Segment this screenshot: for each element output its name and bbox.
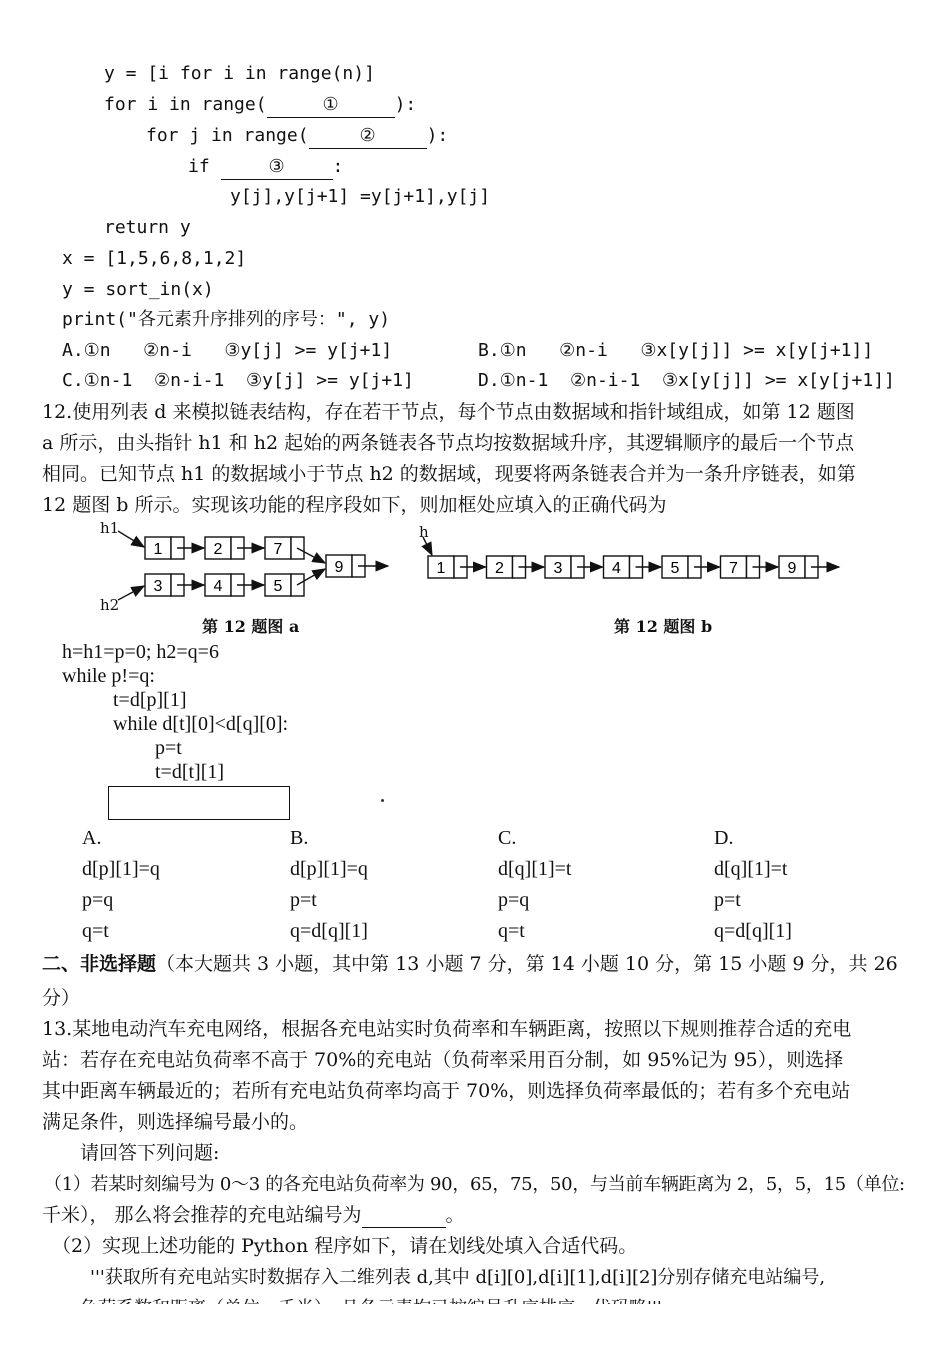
answer-blank-2[interactable]: ② xyxy=(309,124,427,149)
q12-option-b[interactable]: B. d[p][1]=q p=t q=d[q][1] xyxy=(290,827,368,942)
head-pointer-h1-label: h1 xyxy=(100,519,120,537)
q13-sub-1: （1）若某时刻编号为 0～3 的各充电站负荷率为 90，65，75，50，与当前车辆距离为 2，5，5，15（单位: xyxy=(44,1174,905,1195)
q11-option-d[interactable]: D.①n-1 ②n-i-1 ③x[y[j]] >= x[y[j+1]] xyxy=(478,370,895,391)
q12-code-line-2: while p!=q: xyxy=(62,665,155,687)
svg-text:1: 1 xyxy=(436,560,446,577)
svg-text:5: 5 xyxy=(273,578,283,595)
svg-text:5: 5 xyxy=(670,560,680,577)
svg-text:1: 1 xyxy=(153,541,163,558)
head-pointer-arrow xyxy=(118,531,144,547)
q12-option-c[interactable]: C. d[q][1]=t p=q q=t xyxy=(498,827,572,942)
figure-12b-caption: 第 12 题图 b xyxy=(614,617,713,636)
svg-text:2: 2 xyxy=(495,560,504,577)
svg-text:7: 7 xyxy=(273,541,283,558)
answer-blank-3[interactable]: ③ xyxy=(221,155,333,180)
q12-code-line-5: p=t xyxy=(155,737,182,759)
speck xyxy=(381,799,384,802)
q13-line-3: 其中距离车辆最近的；若所有充电站负荷率均高于 70%，则选择负荷率最低的；若有多个充电站 xyxy=(42,1080,851,1102)
code-line-8: y = sort_in(x) xyxy=(62,279,214,300)
q12-line-4: 12 题图 b 所示。实现该功能的程序段如下，则加框处应填入的正确代码为 xyxy=(42,494,667,516)
code-line-9: print("各元素升序排列的序号：", y) xyxy=(62,309,391,330)
q11-option-b[interactable]: B.①n ②n-i ③x[y[j]] >= x[y[j+1]] xyxy=(478,340,874,361)
svg-text:9: 9 xyxy=(787,560,797,577)
figure-12b xyxy=(423,537,839,578)
code-line-1: y = [i for i in range(n)] xyxy=(104,63,375,84)
q12-line-2: a 所示，由头指针 h1 和 h2 起始的两条链表各节点均按数据域升序，其逻辑顺序的最后一个节点 xyxy=(42,432,855,454)
code-line-2: for i in range( ① ): xyxy=(104,90,416,120)
svg-text:4: 4 xyxy=(612,560,621,577)
q12-code-line-6: t=d[t][1] xyxy=(155,761,225,783)
q12-code-line-4: while d[t][0]<d[q][0]: xyxy=(113,713,289,735)
figure-12a xyxy=(118,531,388,600)
answer-blank-1[interactable]: ① xyxy=(267,93,395,118)
code-line-3: for j in range( ② ): xyxy=(146,121,448,151)
svg-text:3: 3 xyxy=(153,578,163,595)
page-bottom-margin xyxy=(0,1304,950,1345)
q13-line-1: 13.某地电动汽车充电网络，根据各充电站实时负荷率和车辆距离，按照以下规则推荐合适的充电 xyxy=(42,1018,852,1040)
svg-text:2: 2 xyxy=(213,541,223,558)
section-2-heading-cont: 分） xyxy=(42,987,81,1009)
head-pointer-h2-label: h2 xyxy=(100,596,120,614)
q13-comment-line-1: '''获取所有充电站实时数据存入二维列表 d,其中 d[i][0],d[i][1],d[i][2]分别存储充电站编号, xyxy=(90,1267,826,1288)
head-pointer-arrow xyxy=(118,586,144,600)
svg-text:4: 4 xyxy=(213,578,223,595)
svg-text:7: 7 xyxy=(729,560,738,577)
section-2-heading: 二、非选择题（本大题共 3 小题，其中第 13 小题 7 分，第 14 小题 10 分，第 15 小题 9 分，共 26 xyxy=(42,953,898,975)
q12-code-line-1: h=h1=p=0; h2=q=6 xyxy=(62,641,219,663)
q12-option-a[interactable]: A. d[p][1]=q p=q q=t xyxy=(82,827,160,942)
code-line-6: return y xyxy=(104,217,191,238)
code-line-5: y[j],y[j+1] =y[j+1],y[j] xyxy=(230,186,491,207)
q12-code-line-3: t=d[p][1] xyxy=(113,689,187,711)
q13-sub-1-cont: 千米）， 那么将会推荐的充电站编号为 。 xyxy=(42,1204,465,1226)
answer-blank-q13-1[interactable] xyxy=(362,1203,446,1228)
figure-12a-caption: 第 12 题图 a xyxy=(202,617,300,636)
code-line-7: x = [1,5,6,8,1,2] xyxy=(62,248,247,269)
q13-line-2: 站：若存在充电站负荷率不高于 70%的充电站（负荷率采用百分制，如 95%记为 95），则选择 xyxy=(42,1049,844,1071)
svg-text:9: 9 xyxy=(334,559,344,576)
answer-box[interactable] xyxy=(108,786,290,820)
q11-option-c[interactable]: C.①n-1 ②n-i-1 ③y[j] >= y[j+1] xyxy=(62,370,414,391)
q11-option-a[interactable]: A.①n ②n-i ③y[j] >= y[j+1] xyxy=(62,340,393,361)
q12-option-d[interactable]: D. d[q][1]=t p=t q=d[q][1] xyxy=(714,827,792,942)
q13-instructions: 请回答下列问题: xyxy=(80,1142,220,1164)
q13-line-4: 满足条件，则选择编号最小的。 xyxy=(42,1111,309,1133)
svg-text:3: 3 xyxy=(553,560,563,577)
q13-sub-2: （2）实现上述功能的 Python 程序如下，请在划线处填入合适代码。 xyxy=(52,1235,638,1257)
q12-line-1: 12.使用列表 d 来模拟链表结构，存在若干节点，每个节点由数据域和指针域组成，如第 12 题图 xyxy=(42,401,855,423)
head-pointer-h-label: h xyxy=(419,523,429,541)
q12-line-3: 相同。已知节点 h1 的数据域小于节点 h2 的数据域，现要将两条链表合并为一条升序链表，如第 xyxy=(42,463,856,485)
code-line-4: if ③ : xyxy=(188,152,343,182)
